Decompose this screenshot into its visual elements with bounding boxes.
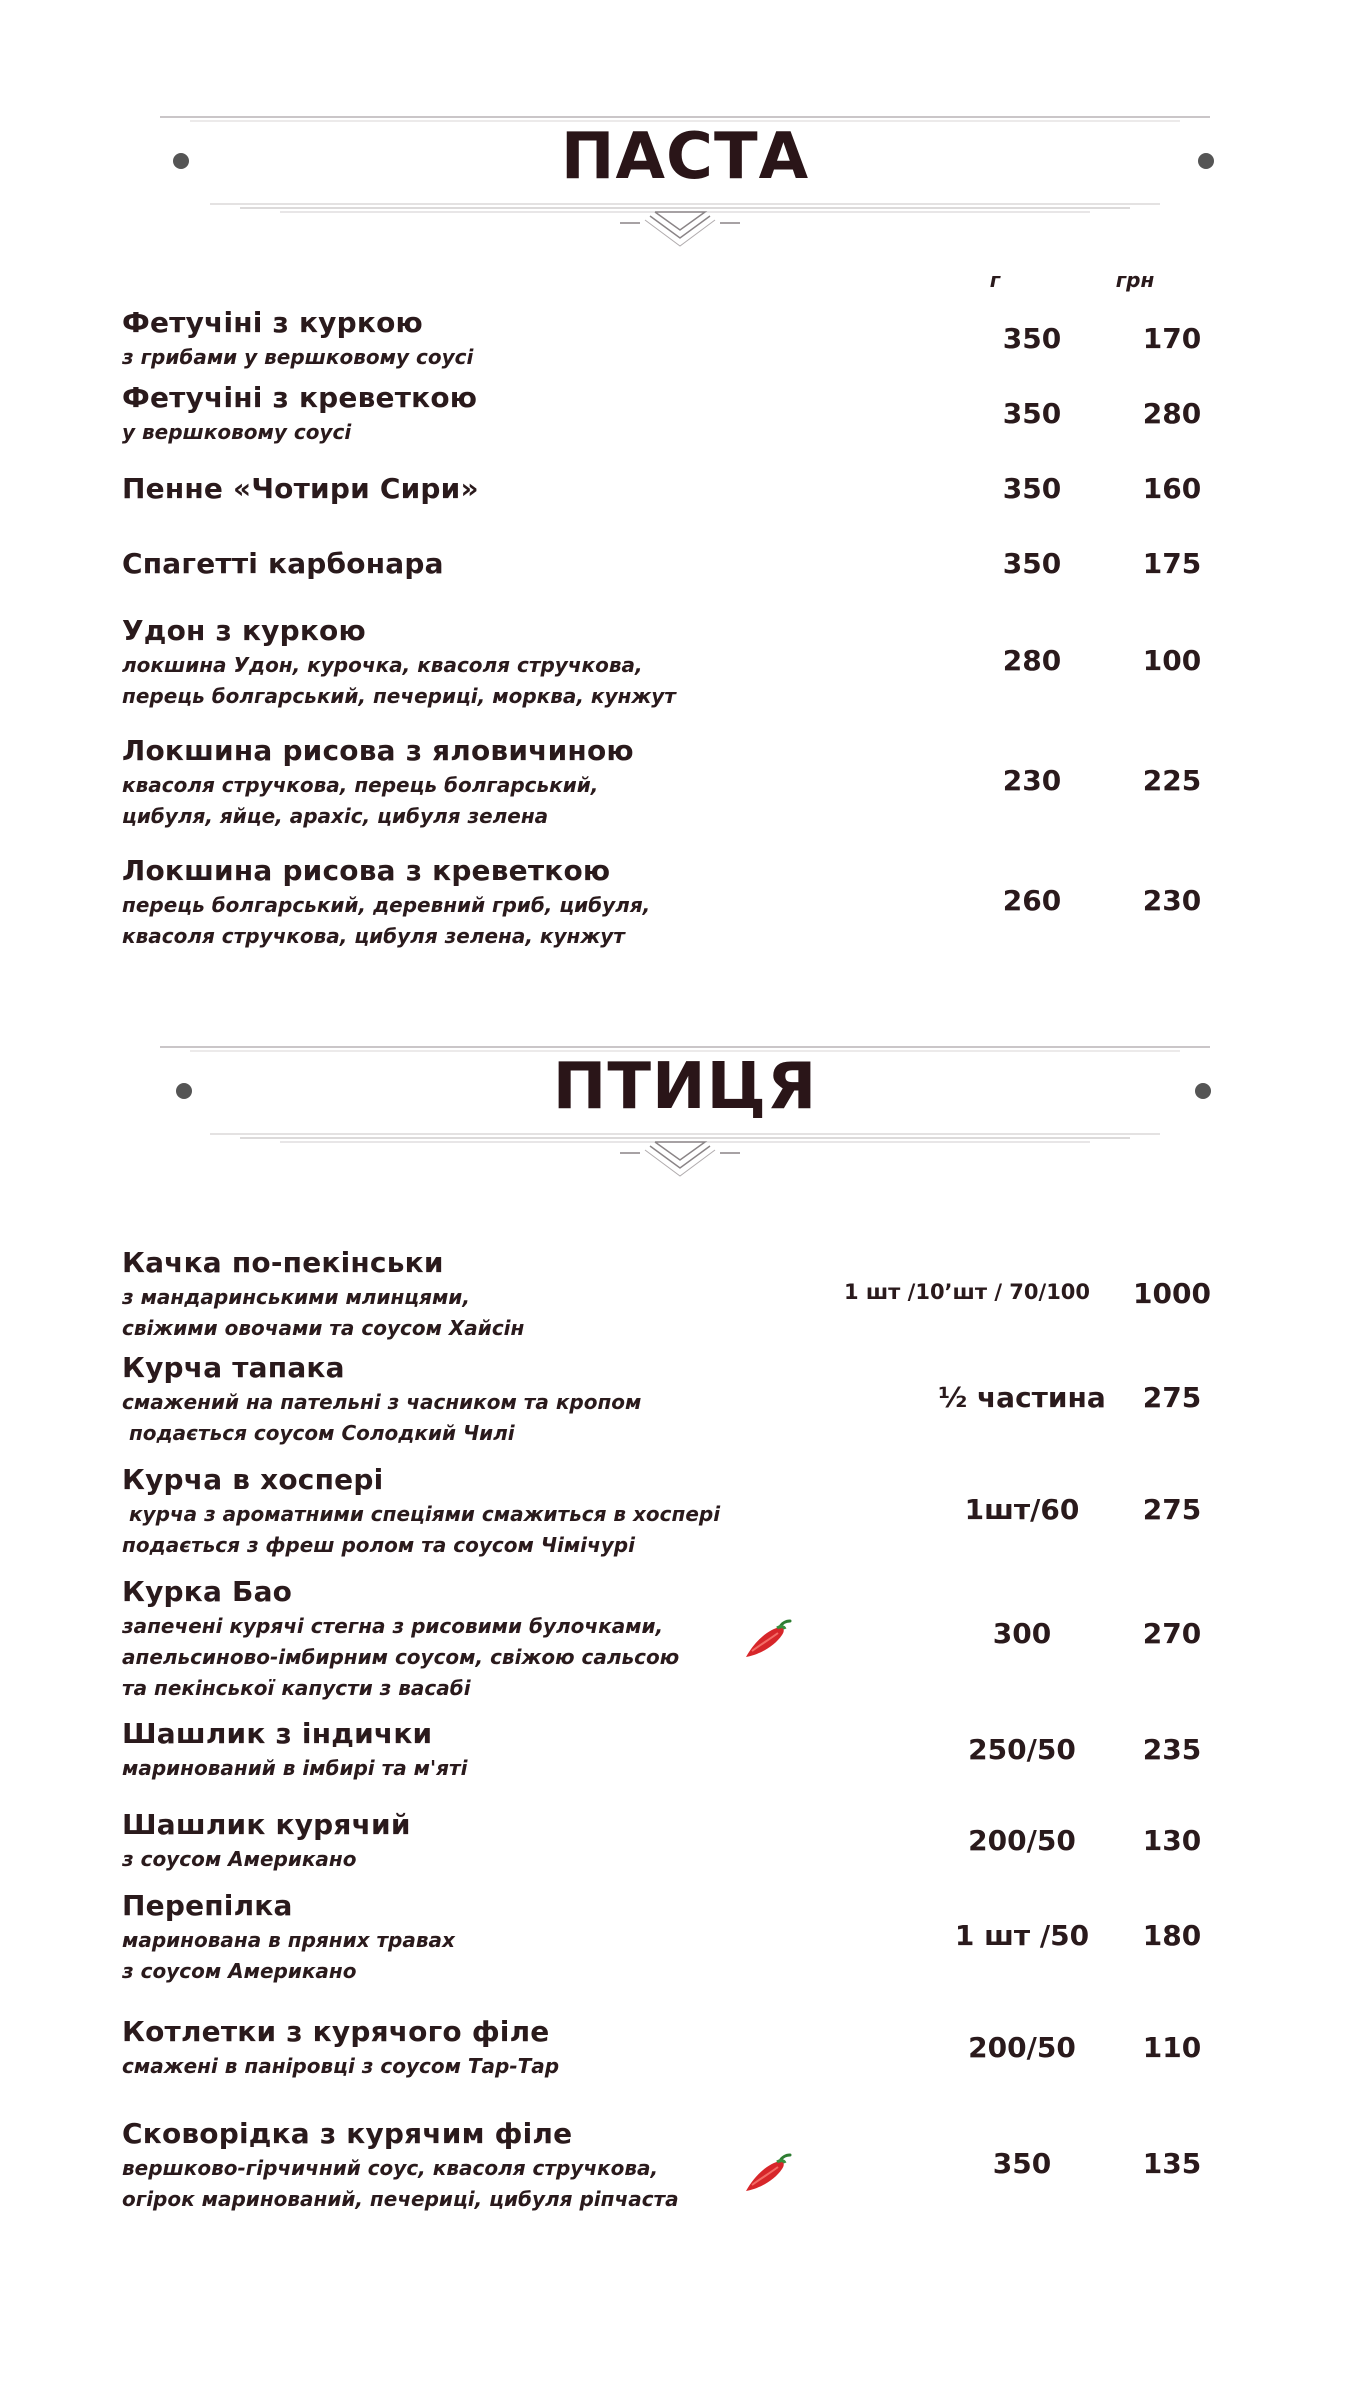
- item-name: Шашлик курячий: [122, 1808, 411, 1841]
- item-description: локшина Удон, курочка, квасоля стручкова, перець болгарський, печериці, морква, кунжут: [122, 653, 676, 708]
- item-name: Пенне «Чотири Сири»: [122, 472, 479, 505]
- item-weight: 350: [1002, 472, 1062, 505]
- item-name: Локшина рисова з креветкою: [122, 854, 611, 887]
- item-weight: 300: [992, 1617, 1052, 1650]
- item-description: квасоля стручкова, перець болгарський, цибуля, яйце, арахіс, цибуля зелена: [122, 773, 599, 828]
- item-name: Курка Бао: [122, 1575, 293, 1608]
- item-price: 175: [1142, 547, 1202, 580]
- chili-pepper-icon: [740, 1617, 794, 1665]
- item-price: 170: [1142, 322, 1202, 355]
- item-price: 235: [1142, 1733, 1202, 1766]
- poultry-header: [150, 1030, 1220, 1180]
- item-price: 270: [1142, 1617, 1202, 1650]
- item-name: Курча тапака: [122, 1351, 345, 1384]
- item-weight: 200/50: [968, 2031, 1076, 2064]
- item-price: 160: [1142, 472, 1202, 505]
- item-description: вершково-гірчичний соус, квасоля стручкова, огірок маринований, печериці, цибуля ріпчаста: [122, 2156, 679, 2211]
- item-weight: 350: [1002, 547, 1062, 580]
- item-name: Котлетки з курячого філе: [122, 2015, 550, 2048]
- pasta-title: ПАСТА: [560, 120, 810, 194]
- poultry-title: ПТИЦЯ: [552, 1050, 818, 1124]
- item-weight: ½ частина: [938, 1381, 1106, 1414]
- item-name: Спагетті карбонара: [122, 547, 444, 580]
- item-weight: 250/50: [968, 1733, 1076, 1766]
- item-price: 225: [1142, 764, 1202, 797]
- item-name: Удон з куркою: [122, 614, 366, 647]
- item-price: 130: [1142, 1824, 1202, 1857]
- item-weight: 260: [1002, 884, 1062, 917]
- item-description: з мандаринськими млинцями, свіжими овочами та соусом Хайсін: [122, 1285, 525, 1340]
- item-price: 230: [1142, 884, 1202, 917]
- item-name: Локшина рисова з яловичиною: [122, 734, 634, 767]
- weight-column-header: г: [989, 268, 1001, 292]
- item-description: у вершковому соусі: [122, 420, 352, 444]
- price-column-header: грн: [1115, 268, 1155, 292]
- item-name: Перепілка: [122, 1889, 293, 1922]
- item-description: смажений на пательні з часником та кропом подається соусом Солодкий Чилі: [122, 1390, 642, 1445]
- item-weight: 230: [1002, 764, 1062, 797]
- item-name: Фетучіні з креветкою: [122, 381, 478, 414]
- item-price: 110: [1142, 2031, 1202, 2064]
- item-name: Качка по-пекінськи: [122, 1246, 444, 1279]
- item-description: з грибами у вершковому соусі: [122, 345, 474, 369]
- item-weight: 1шт/60: [964, 1493, 1080, 1526]
- item-weight: 350: [1002, 322, 1062, 355]
- item-price: 280: [1142, 397, 1202, 430]
- item-price: 275: [1142, 1381, 1202, 1414]
- item-name: Шашлик з індички: [122, 1717, 433, 1750]
- item-description: маринована в пряних травах з соусом Американо: [122, 1928, 455, 1983]
- pasta-header: [150, 100, 1220, 250]
- item-weight: 350: [1002, 397, 1062, 430]
- item-description: перець болгарський, деревний гриб, цибуля, квасоля стручкова, цибуля зелена, кунжут: [122, 893, 651, 948]
- item-price: 135: [1142, 2147, 1202, 2180]
- item-description: маринований в імбирі та м'яті: [122, 1756, 468, 1780]
- item-price: 275: [1142, 1493, 1202, 1526]
- item-weight: 280: [1002, 644, 1062, 677]
- item-price: 1000: [1133, 1277, 1211, 1310]
- item-price: 180: [1142, 1919, 1202, 1952]
- item-name: Сковорідка з курячим філе: [122, 2117, 573, 2150]
- item-description: з соусом Американо: [122, 1847, 357, 1871]
- item-description: запечені курячі стегна з рисовими булочками, апельсиново-імбирним соусом, свіжою сальсою та пекінської капусти з васабі: [122, 1614, 680, 1700]
- item-price: 100: [1142, 644, 1202, 677]
- item-description: смажені в паніровці з соусом Тар-Тар: [122, 2054, 560, 2078]
- item-weight: 1 шт /10’шт / 70/100: [843, 1280, 1091, 1304]
- item-weight: 1 шт /50: [954, 1919, 1090, 1952]
- chili-pepper-icon: [740, 2151, 794, 2199]
- item-weight: 350: [992, 2147, 1052, 2180]
- item-weight: 200/50: [968, 1824, 1076, 1857]
- item-description: курча з ароматними спеціями смажиться в хоспері подається з фреш ролом та соусом Чімічурі: [122, 1502, 721, 1557]
- item-name: Фетучіні з куркою: [122, 306, 423, 339]
- item-name: Курча в хоспері: [122, 1463, 384, 1496]
